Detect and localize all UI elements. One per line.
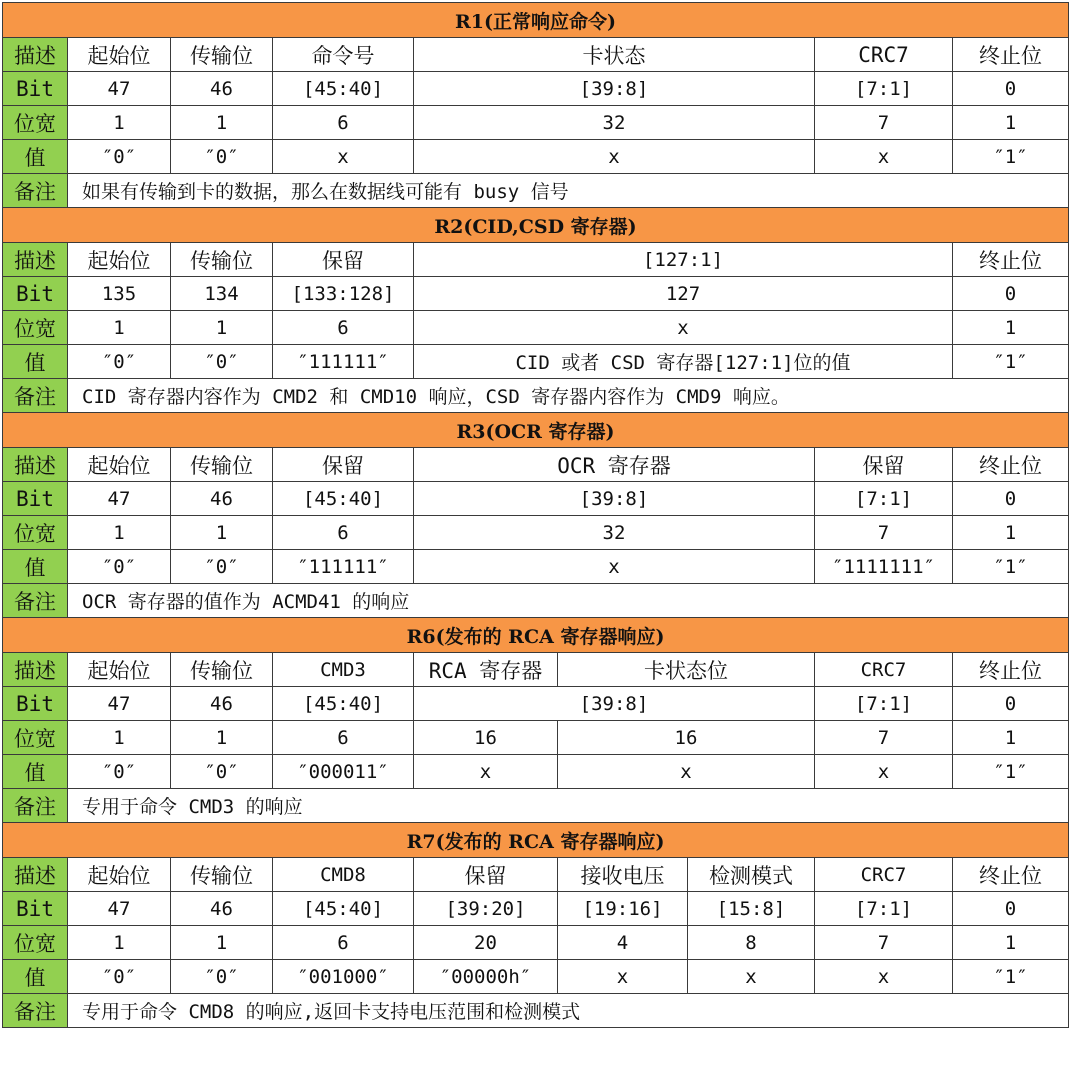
desc-cell: 起始位 bbox=[68, 38, 171, 72]
desc-cell: 卡状态 bbox=[414, 38, 815, 72]
bit-cell: [7:1] bbox=[815, 687, 953, 721]
value-row bbox=[3, 755, 1069, 789]
value-cell: ″000011″ bbox=[273, 755, 414, 789]
section-title-row bbox=[3, 823, 1069, 858]
bit-cell: 46 bbox=[171, 687, 273, 721]
desc-cell: 起始位 bbox=[68, 858, 171, 892]
desc-cell: 终止位 bbox=[953, 448, 1069, 482]
value-cell: CID 或者 CSD 寄存器[127:1]位的值 bbox=[414, 345, 953, 379]
width-cell: 1 bbox=[171, 106, 273, 140]
width-cell: 8 bbox=[688, 926, 815, 960]
width-row bbox=[3, 926, 1069, 960]
width-cell: 1 bbox=[953, 311, 1069, 345]
value-cell: x bbox=[414, 140, 815, 174]
desc-cell: 检测模式 bbox=[688, 858, 815, 892]
section-title: R6(发布的 RCA 寄存器响应) bbox=[3, 618, 1069, 653]
desc-cell: RCA 寄存器 bbox=[414, 653, 558, 687]
value-cell: ″0″ bbox=[171, 140, 273, 174]
bit-cell: [39:8] bbox=[414, 482, 815, 516]
row-label: 描述 bbox=[3, 243, 68, 277]
width-cell: 6 bbox=[273, 516, 414, 550]
desc-cell: OCR 寄存器 bbox=[414, 448, 815, 482]
desc-cell: 保留 bbox=[273, 243, 414, 277]
row-label: 描述 bbox=[3, 448, 68, 482]
value-cell: ″0″ bbox=[171, 345, 273, 379]
width-cell: 7 bbox=[815, 721, 953, 755]
value-cell: ″111111″ bbox=[273, 550, 414, 584]
bit-cell: 0 bbox=[953, 482, 1069, 516]
desc-cell: 保留 bbox=[815, 448, 953, 482]
note-text: 专用于命令 CMD3 的响应 bbox=[68, 789, 1069, 823]
bit-cell: [45:40] bbox=[273, 892, 414, 926]
desc-cell: 起始位 bbox=[68, 243, 171, 277]
bit-cell: 46 bbox=[171, 892, 273, 926]
width-cell: 32 bbox=[414, 516, 815, 550]
row-label: 值 bbox=[3, 550, 68, 584]
section-title: R2(CID,CSD 寄存器) bbox=[3, 208, 1069, 243]
width-cell: 4 bbox=[558, 926, 688, 960]
note-row bbox=[3, 994, 1069, 1028]
width-cell: 6 bbox=[273, 926, 414, 960]
width-cell: 1 bbox=[953, 926, 1069, 960]
bit-cell: [15:8] bbox=[688, 892, 815, 926]
width-cell: 6 bbox=[273, 106, 414, 140]
value-row bbox=[3, 345, 1069, 379]
bit-cell: [39:8] bbox=[414, 72, 815, 106]
response-format-table bbox=[2, 2, 1069, 1028]
width-cell: 1 bbox=[171, 516, 273, 550]
width-cell: 16 bbox=[558, 721, 815, 755]
bit-cell: 127 bbox=[414, 277, 953, 311]
desc-cell: CRC7 bbox=[815, 38, 953, 72]
section-title-row bbox=[3, 413, 1069, 448]
row-label: Bit bbox=[3, 482, 68, 516]
row-label: Bit bbox=[3, 277, 68, 311]
bit-cell: 0 bbox=[953, 892, 1069, 926]
row-label: 描述 bbox=[3, 653, 68, 687]
row-label: 位宽 bbox=[3, 106, 68, 140]
width-cell: 6 bbox=[273, 721, 414, 755]
desc-cell: [127:1] bbox=[414, 243, 953, 277]
desc-cell: CMD3 bbox=[273, 653, 414, 687]
value-cell: ″1″ bbox=[953, 550, 1069, 584]
note-text: OCR 寄存器的值作为 ACMD41 的响应 bbox=[68, 584, 1069, 618]
row-label: 描述 bbox=[3, 858, 68, 892]
bit-cell: 0 bbox=[953, 687, 1069, 721]
value-cell: x bbox=[815, 960, 953, 994]
width-row bbox=[3, 721, 1069, 755]
note-row bbox=[3, 789, 1069, 823]
width-row bbox=[3, 106, 1069, 140]
value-cell: ″1″ bbox=[953, 140, 1069, 174]
width-cell: 7 bbox=[815, 926, 953, 960]
bit-row bbox=[3, 482, 1069, 516]
bit-cell: [133:128] bbox=[273, 277, 414, 311]
row-label: Bit bbox=[3, 892, 68, 926]
desc-cell: 终止位 bbox=[953, 38, 1069, 72]
value-row bbox=[3, 140, 1069, 174]
value-cell: ″1111111″ bbox=[815, 550, 953, 584]
bit-row bbox=[3, 687, 1069, 721]
desc-cell: 卡状态位 bbox=[558, 653, 815, 687]
value-cell: ″0″ bbox=[171, 960, 273, 994]
width-cell: 1 bbox=[68, 516, 171, 550]
row-label: 备注 bbox=[3, 994, 68, 1028]
value-row bbox=[3, 550, 1069, 584]
note-text: 如果有传输到卡的数据，那么在数据线可能有 busy 信号 bbox=[68, 174, 1069, 208]
value-cell: ″1″ bbox=[953, 755, 1069, 789]
width-cell: 7 bbox=[815, 106, 953, 140]
width-cell: 1 bbox=[953, 516, 1069, 550]
desc-cell: 起始位 bbox=[68, 653, 171, 687]
width-cell: 1 bbox=[953, 721, 1069, 755]
width-cell: 1 bbox=[68, 721, 171, 755]
section-title-row bbox=[3, 3, 1069, 38]
width-cell: 1 bbox=[953, 106, 1069, 140]
bit-cell: 135 bbox=[68, 277, 171, 311]
bit-cell: [45:40] bbox=[273, 72, 414, 106]
value-cell: x bbox=[558, 755, 815, 789]
desc-cell: CRC7 bbox=[815, 653, 953, 687]
desc-cell: 接收电压 bbox=[558, 858, 688, 892]
bit-cell: 134 bbox=[171, 277, 273, 311]
desc-row bbox=[3, 38, 1069, 72]
bit-cell: 47 bbox=[68, 687, 171, 721]
value-row bbox=[3, 960, 1069, 994]
width-cell: 7 bbox=[815, 516, 953, 550]
desc-row bbox=[3, 448, 1069, 482]
bit-cell: 47 bbox=[68, 72, 171, 106]
row-label: 位宽 bbox=[3, 721, 68, 755]
bit-cell: [39:20] bbox=[414, 892, 558, 926]
bit-row bbox=[3, 892, 1069, 926]
value-cell: ″00000h″ bbox=[414, 960, 558, 994]
width-cell: 1 bbox=[171, 926, 273, 960]
row-label: 位宽 bbox=[3, 311, 68, 345]
width-cell: 1 bbox=[171, 311, 273, 345]
width-row bbox=[3, 516, 1069, 550]
width-cell: 16 bbox=[414, 721, 558, 755]
width-cell: 1 bbox=[171, 721, 273, 755]
desc-row bbox=[3, 858, 1069, 892]
desc-row bbox=[3, 243, 1069, 277]
bit-cell: [45:40] bbox=[273, 482, 414, 516]
section-title: R1(正常响应命令) bbox=[3, 3, 1069, 38]
note-row bbox=[3, 379, 1069, 413]
row-label: Bit bbox=[3, 72, 68, 106]
section-title-row bbox=[3, 618, 1069, 653]
note-text: 专用于命令 CMD8 的响应,返回卡支持电压范围和检测模式 bbox=[68, 994, 1069, 1028]
width-cell: 1 bbox=[68, 311, 171, 345]
desc-cell: 终止位 bbox=[953, 858, 1069, 892]
bit-cell: [19:16] bbox=[558, 892, 688, 926]
value-cell: ″0″ bbox=[68, 345, 171, 379]
bit-cell: [39:8] bbox=[414, 687, 815, 721]
value-cell: x bbox=[815, 140, 953, 174]
row-label: 备注 bbox=[3, 789, 68, 823]
width-row bbox=[3, 311, 1069, 345]
width-cell: x bbox=[414, 311, 953, 345]
bit-cell: [7:1] bbox=[815, 482, 953, 516]
value-cell: x bbox=[815, 755, 953, 789]
row-label: 备注 bbox=[3, 379, 68, 413]
desc-cell: 传输位 bbox=[171, 38, 273, 72]
width-cell: 1 bbox=[68, 106, 171, 140]
value-cell: ″1″ bbox=[953, 960, 1069, 994]
row-label: 描述 bbox=[3, 38, 68, 72]
desc-cell: 保留 bbox=[414, 858, 558, 892]
value-cell: x bbox=[414, 550, 815, 584]
desc-cell: CRC7 bbox=[815, 858, 953, 892]
desc-cell: 传输位 bbox=[171, 243, 273, 277]
note-text: CID 寄存器内容作为 CMD2 和 CMD10 响应，CSD 寄存器内容作为 CMD9 响应。 bbox=[68, 379, 1069, 413]
value-cell: ″0″ bbox=[68, 550, 171, 584]
value-cell: ″0″ bbox=[68, 960, 171, 994]
bit-cell: 0 bbox=[953, 72, 1069, 106]
desc-cell: 传输位 bbox=[171, 448, 273, 482]
row-label: 值 bbox=[3, 755, 68, 789]
section-title: R3(OCR 寄存器) bbox=[3, 413, 1069, 448]
bit-cell: [45:40] bbox=[273, 687, 414, 721]
section-title-row bbox=[3, 208, 1069, 243]
bit-cell: 47 bbox=[68, 892, 171, 926]
bit-cell: [7:1] bbox=[815, 892, 953, 926]
desc-cell: 命令号 bbox=[273, 38, 414, 72]
value-cell: x bbox=[273, 140, 414, 174]
width-cell: 20 bbox=[414, 926, 558, 960]
desc-cell: CMD8 bbox=[273, 858, 414, 892]
bit-cell: 46 bbox=[171, 72, 273, 106]
width-cell: 32 bbox=[414, 106, 815, 140]
row-label: 值 bbox=[3, 140, 68, 174]
bit-cell: [7:1] bbox=[815, 72, 953, 106]
value-cell: ″1″ bbox=[953, 345, 1069, 379]
value-cell: ″0″ bbox=[171, 550, 273, 584]
value-cell: ″0″ bbox=[68, 755, 171, 789]
desc-cell: 传输位 bbox=[171, 858, 273, 892]
row-label: Bit bbox=[3, 687, 68, 721]
desc-cell: 终止位 bbox=[953, 243, 1069, 277]
value-cell: x bbox=[414, 755, 558, 789]
desc-cell: 起始位 bbox=[68, 448, 171, 482]
width-cell: 6 bbox=[273, 311, 414, 345]
value-cell: x bbox=[688, 960, 815, 994]
desc-cell: 保留 bbox=[273, 448, 414, 482]
row-label: 值 bbox=[3, 345, 68, 379]
value-cell: ″0″ bbox=[171, 755, 273, 789]
row-label: 值 bbox=[3, 960, 68, 994]
section-title: R7(发布的 RCA 寄存器响应) bbox=[3, 823, 1069, 858]
value-cell: x bbox=[558, 960, 688, 994]
value-cell: ″0″ bbox=[68, 140, 171, 174]
bit-cell: 46 bbox=[171, 482, 273, 516]
desc-row bbox=[3, 653, 1069, 687]
note-row bbox=[3, 584, 1069, 618]
row-label: 备注 bbox=[3, 174, 68, 208]
note-row bbox=[3, 174, 1069, 208]
row-label: 位宽 bbox=[3, 516, 68, 550]
width-cell: 1 bbox=[68, 926, 171, 960]
value-cell: ″001000″ bbox=[273, 960, 414, 994]
bit-row bbox=[3, 72, 1069, 106]
bit-cell: 0 bbox=[953, 277, 1069, 311]
desc-cell: 传输位 bbox=[171, 653, 273, 687]
bit-cell: 47 bbox=[68, 482, 171, 516]
row-label: 位宽 bbox=[3, 926, 68, 960]
bit-row bbox=[3, 277, 1069, 311]
row-label: 备注 bbox=[3, 584, 68, 618]
value-cell: ″111111″ bbox=[273, 345, 414, 379]
desc-cell: 终止位 bbox=[953, 653, 1069, 687]
